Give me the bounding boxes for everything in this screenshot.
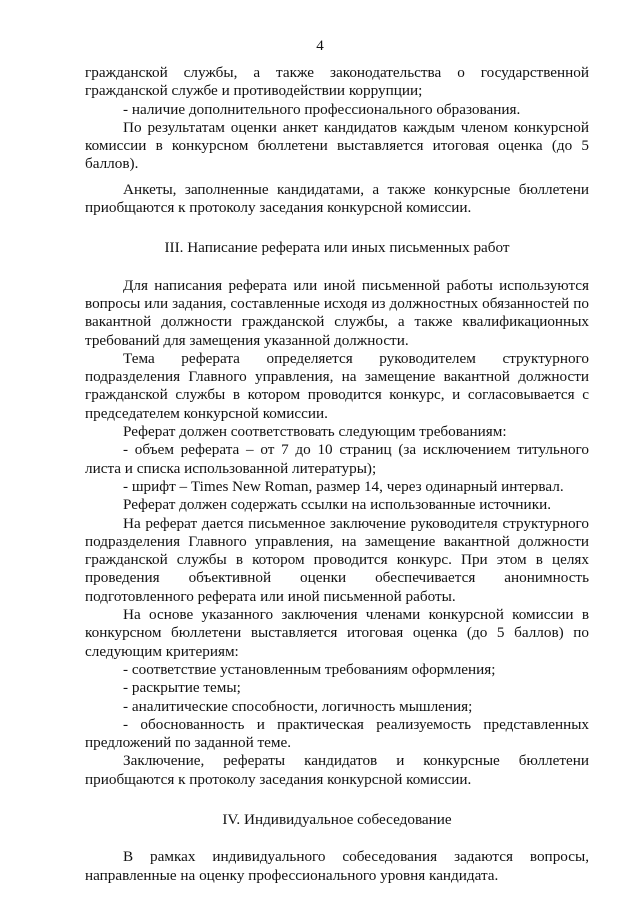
paragraph: В рамках индивидуального собеседования задаются вопросы, направленные на оценку профессионального уровня кандидата.: [85, 848, 589, 884]
list-item: - соответствие установленным требованиям оформления;: [123, 660, 496, 678]
paragraph: Реферат должен содержать ссылки на использованные источники.: [123, 496, 551, 514]
list-item: - аналитические способности, логичность мышления;: [123, 697, 473, 715]
page-number: 4: [316, 38, 324, 54]
paragraph: По результатам оценки анкет кандидатов каждым членом конкурсной комиссии в конкурсном бюллетени выставляется итоговая оценка (до 5 баллов).: [85, 118, 589, 173]
section-heading-4: IV. Индивидуальное собеседование: [222, 810, 452, 828]
paragraph: Реферат должен соответствовать следующим требованиям:: [123, 423, 507, 441]
list-item: - объем реферата – от 7 до 10 страниц (за исключением титульного листа и списка использованной литературы);: [85, 441, 589, 477]
paragraph: Для написания реферата или иной письменной работы используются вопросы или задания, составленные исходя из должностных обязанностей по вакантной должности гражданской службы, а также квалификационных требований для замещения указанной должности.: [85, 276, 589, 349]
paragraph-continuation: гражданской службы, а также законодательства о государственной гражданской службе и противодействии коррупции;: [85, 64, 589, 100]
paragraph: Анкеты, заполненные кандидатами, а также конкурсные бюллетени приобщаются к протоколу заседания конкурсной комиссии.: [85, 180, 589, 217]
list-item: - обоснованность и практическая реализуемость представленных предложений по заданной теме.: [85, 715, 589, 752]
paragraph: На реферат дается письменное заключение руководителя структурного подразделения Главного управления, на замещение вакантной должности гражданской службы в котором проводится конкурс. При этом в целях проведения объективной оценки обеспечивается анонимность подготовленного реферата или иной письменной работы.: [85, 514, 589, 605]
section-heading-3: III. Написание реферата или иных письменных работ: [164, 239, 510, 257]
list-item: - шрифт – Times New Roman, размер 14, через одинарный интервал.: [123, 477, 564, 495]
list-item: - раскрытие темы;: [123, 679, 241, 697]
paragraph: Тема реферата определяется руководителем структурного подразделения Главного управления, на замещение вакантной должности гражданской службы в котором проводится конкурс, и согласовывается с председателем конкурсной комиссии.: [85, 349, 589, 422]
document-body: [85, 64, 589, 885]
paragraph: Заключение, рефераты кандидатов и конкурсные бюллетени приобщаются к протоколу заседания конкурсной комиссии.: [85, 752, 589, 788]
list-item: - наличие дополнительного профессионального образования.: [123, 100, 521, 118]
paragraph: На основе указанного заключения членами конкурсной комиссии в конкурсном бюллетени выставляется итоговая оценка (до 5 баллов) по следующим критериям:: [85, 606, 589, 660]
